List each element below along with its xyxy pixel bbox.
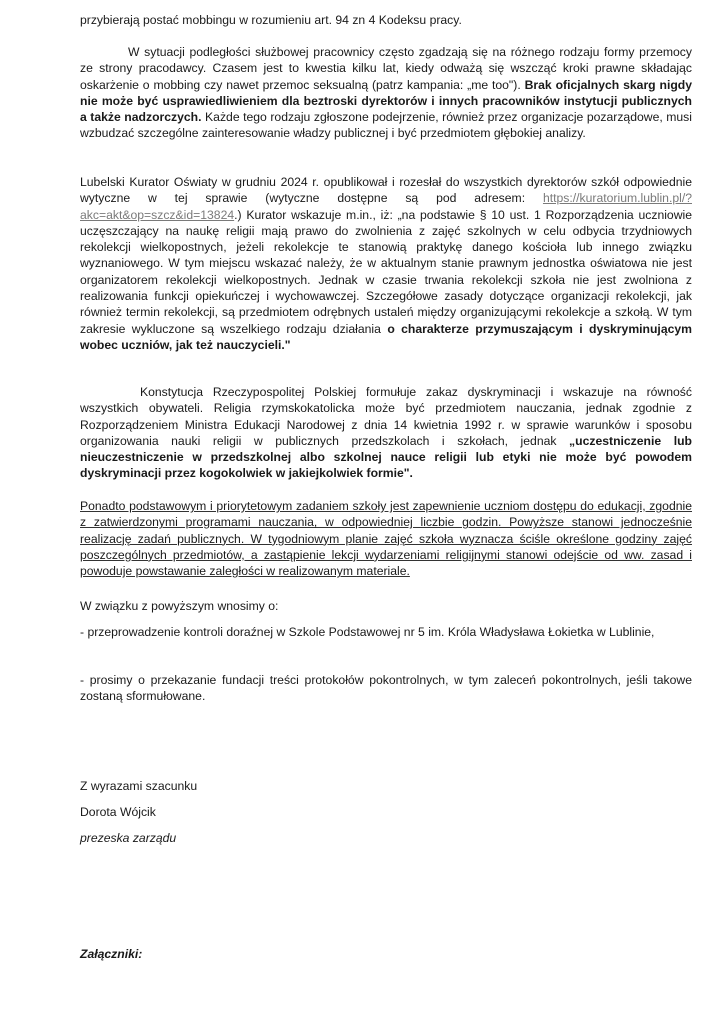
request-item-1 [80, 624, 692, 640]
paragraph-text: W sytuacji podległości służbowej pracownicy często zgadzają się na różnego rodzaju formy przemocy ze strony pracodawcy. Czasem jest to kwestia kilku lat, kiedy odważą się wszcząć kroki prawne składając oskarżenie o mobbing czy nawet przemoc seksualną (patrz kampania: „me too"). [80, 45, 692, 92]
signer-role-text: prezeska zarządu [80, 831, 177, 845]
paragraph-konstytucja [80, 384, 692, 482]
continuation-line [80, 12, 692, 28]
closing-salutation [80, 778, 692, 794]
request-item-text: - przeprowadzenie kontroli doraźnej w Szkole Podstawowej nr 5 im. Króla Władysława Łokietka w Lublinie, [80, 625, 655, 639]
signer-text: Dorota Wójcik [80, 805, 156, 819]
request-item-2 [80, 672, 692, 705]
paragraph-text: Każde tego rodzaju zgłoszone podejrzenie, również przez organizacje pozarządowe, musi wzbudzać szczególne zainteresowanie władzy publicznej i być przedmiotem głębokiej analizy. [80, 110, 692, 141]
request-intro [80, 598, 692, 614]
paragraph-underlined [80, 498, 692, 579]
signer-role [80, 830, 692, 846]
paragraph-text: Ponadto podstawowym i priorytetowym zadaniem szkoły jest zapewnienie uczniom dostępu do edukacji, zgodnie z zatwierdzonymi programami nauczania, w odpowiedniej liczbie godzin. Powyższe stanowi jednocześnie realizację zadań publicznych. W tygodniowym planie zajęć szkoła wyznacza ściśle określone godziny zajęć poszczególnych przedmiotów, a zastąpienie lekcji wydarzeniami religijnymi stanowi odejście od ww. zasad i powoduje powstawanie zaległości w realizowanym materiale. [80, 499, 692, 579]
continuation-text: przybierają postać mobbingu w rozumieniu art. 94 zn 4 Kodeksu pracy. [80, 13, 462, 27]
request-intro-text: W związku z powyższym wnosimy o: [80, 599, 279, 613]
signer-name [80, 804, 692, 820]
request-item-text: - prosimy o przekazanie fundacji treści protokołów pokontrolnych, w tym zaleceń pokontrolnych, jeśli takowe zostaną sformułowane. [80, 673, 692, 704]
closing-text: Z wyrazami szacunku [80, 779, 198, 793]
kuratorium-link[interactable]: https://kuratorium.lublin.pl/?akc=akt&op=szcz&id=13824 [80, 191, 692, 222]
attachments-text: Załączniki: [80, 947, 143, 961]
paragraph-text: Lubelski Kurator Oświaty w grudniu 2024 r. opublikował i rozesłał do wszystkich dyrektorów szkół odpowiednie wytyczne w tej sprawie (wytyczne dostępne są pod adresem: [80, 175, 692, 206]
paragraph-kurator [80, 174, 692, 353]
paragraph-bold-text: „uczestniczenie lub nieuczestniczenie w przedszkolnej albo szkolnej nauce religii lub etyki nie może być powodem dyskryminacji przez kogokolwiek w jakiejkolwiek formie". [80, 433, 692, 481]
paragraph-mobbing [80, 44, 692, 142]
attachments-heading [80, 946, 692, 962]
paragraph-bold-text: o charakterze przymuszającym i dyskryminującym wobec uczniów, jak też nauczycieli." [80, 321, 692, 352]
paragraph-text: .) Kurator wskazuje m.in., iż: „na podstawie § 10 ust. 1 Rozporządzenia uczniowie uczęszczający na naukę religii mają prawo do zwolnienia z zajęć szkolnych w celu odbycia trzydniowych rekolekcji wielkopostnych, jeżeli rekolekcje te stanowią praktykę danego kościoła lub innego związku wyznaniowego. W tym miejscu wskazać należy, że w aktualnym stanie prawnym jednostka oświatowa nie jest organizatorem rekolekcji wielkopostnych. Jednak w czasie trwania rekolekcji szkoła nie jest zwolniona z realizowania funkcji opiekuńczej i wychowawczej. Szczegółowe zasady dotyczące organizacji rekolekcji, jak również termin rekolekcji, są przedmiotem odrębnych ustaleń między organizującymi rekolekcje a szkołą. W tym zakresie wykluczone są wszelkiego rodzaju działania [80, 207, 692, 336]
paragraph-bold-text: Brak oficjalnych skarg nigdy nie może być usprawiedliwieniem dla beztroski dyrektorów i innych pracowników instytucji publicznych a także nadzorczych. [80, 77, 692, 125]
paragraph-text: Konstytucja Rzeczypospolitej Polskiej formułuje zakaz dyskryminacji i wskazuje na równość wszystkich obywateli. Religia rzymskokatolicka może być przedmiotem nauczania, jednak zgodnie z Rozporządzeniem Ministra Edukacji Narodowej z dnia 14 kwietnia 1992 r. w sprawie warunków i sposobu organizowania nauki religii w publicznych przedszkolach i szkołach, jednak [80, 385, 692, 448]
